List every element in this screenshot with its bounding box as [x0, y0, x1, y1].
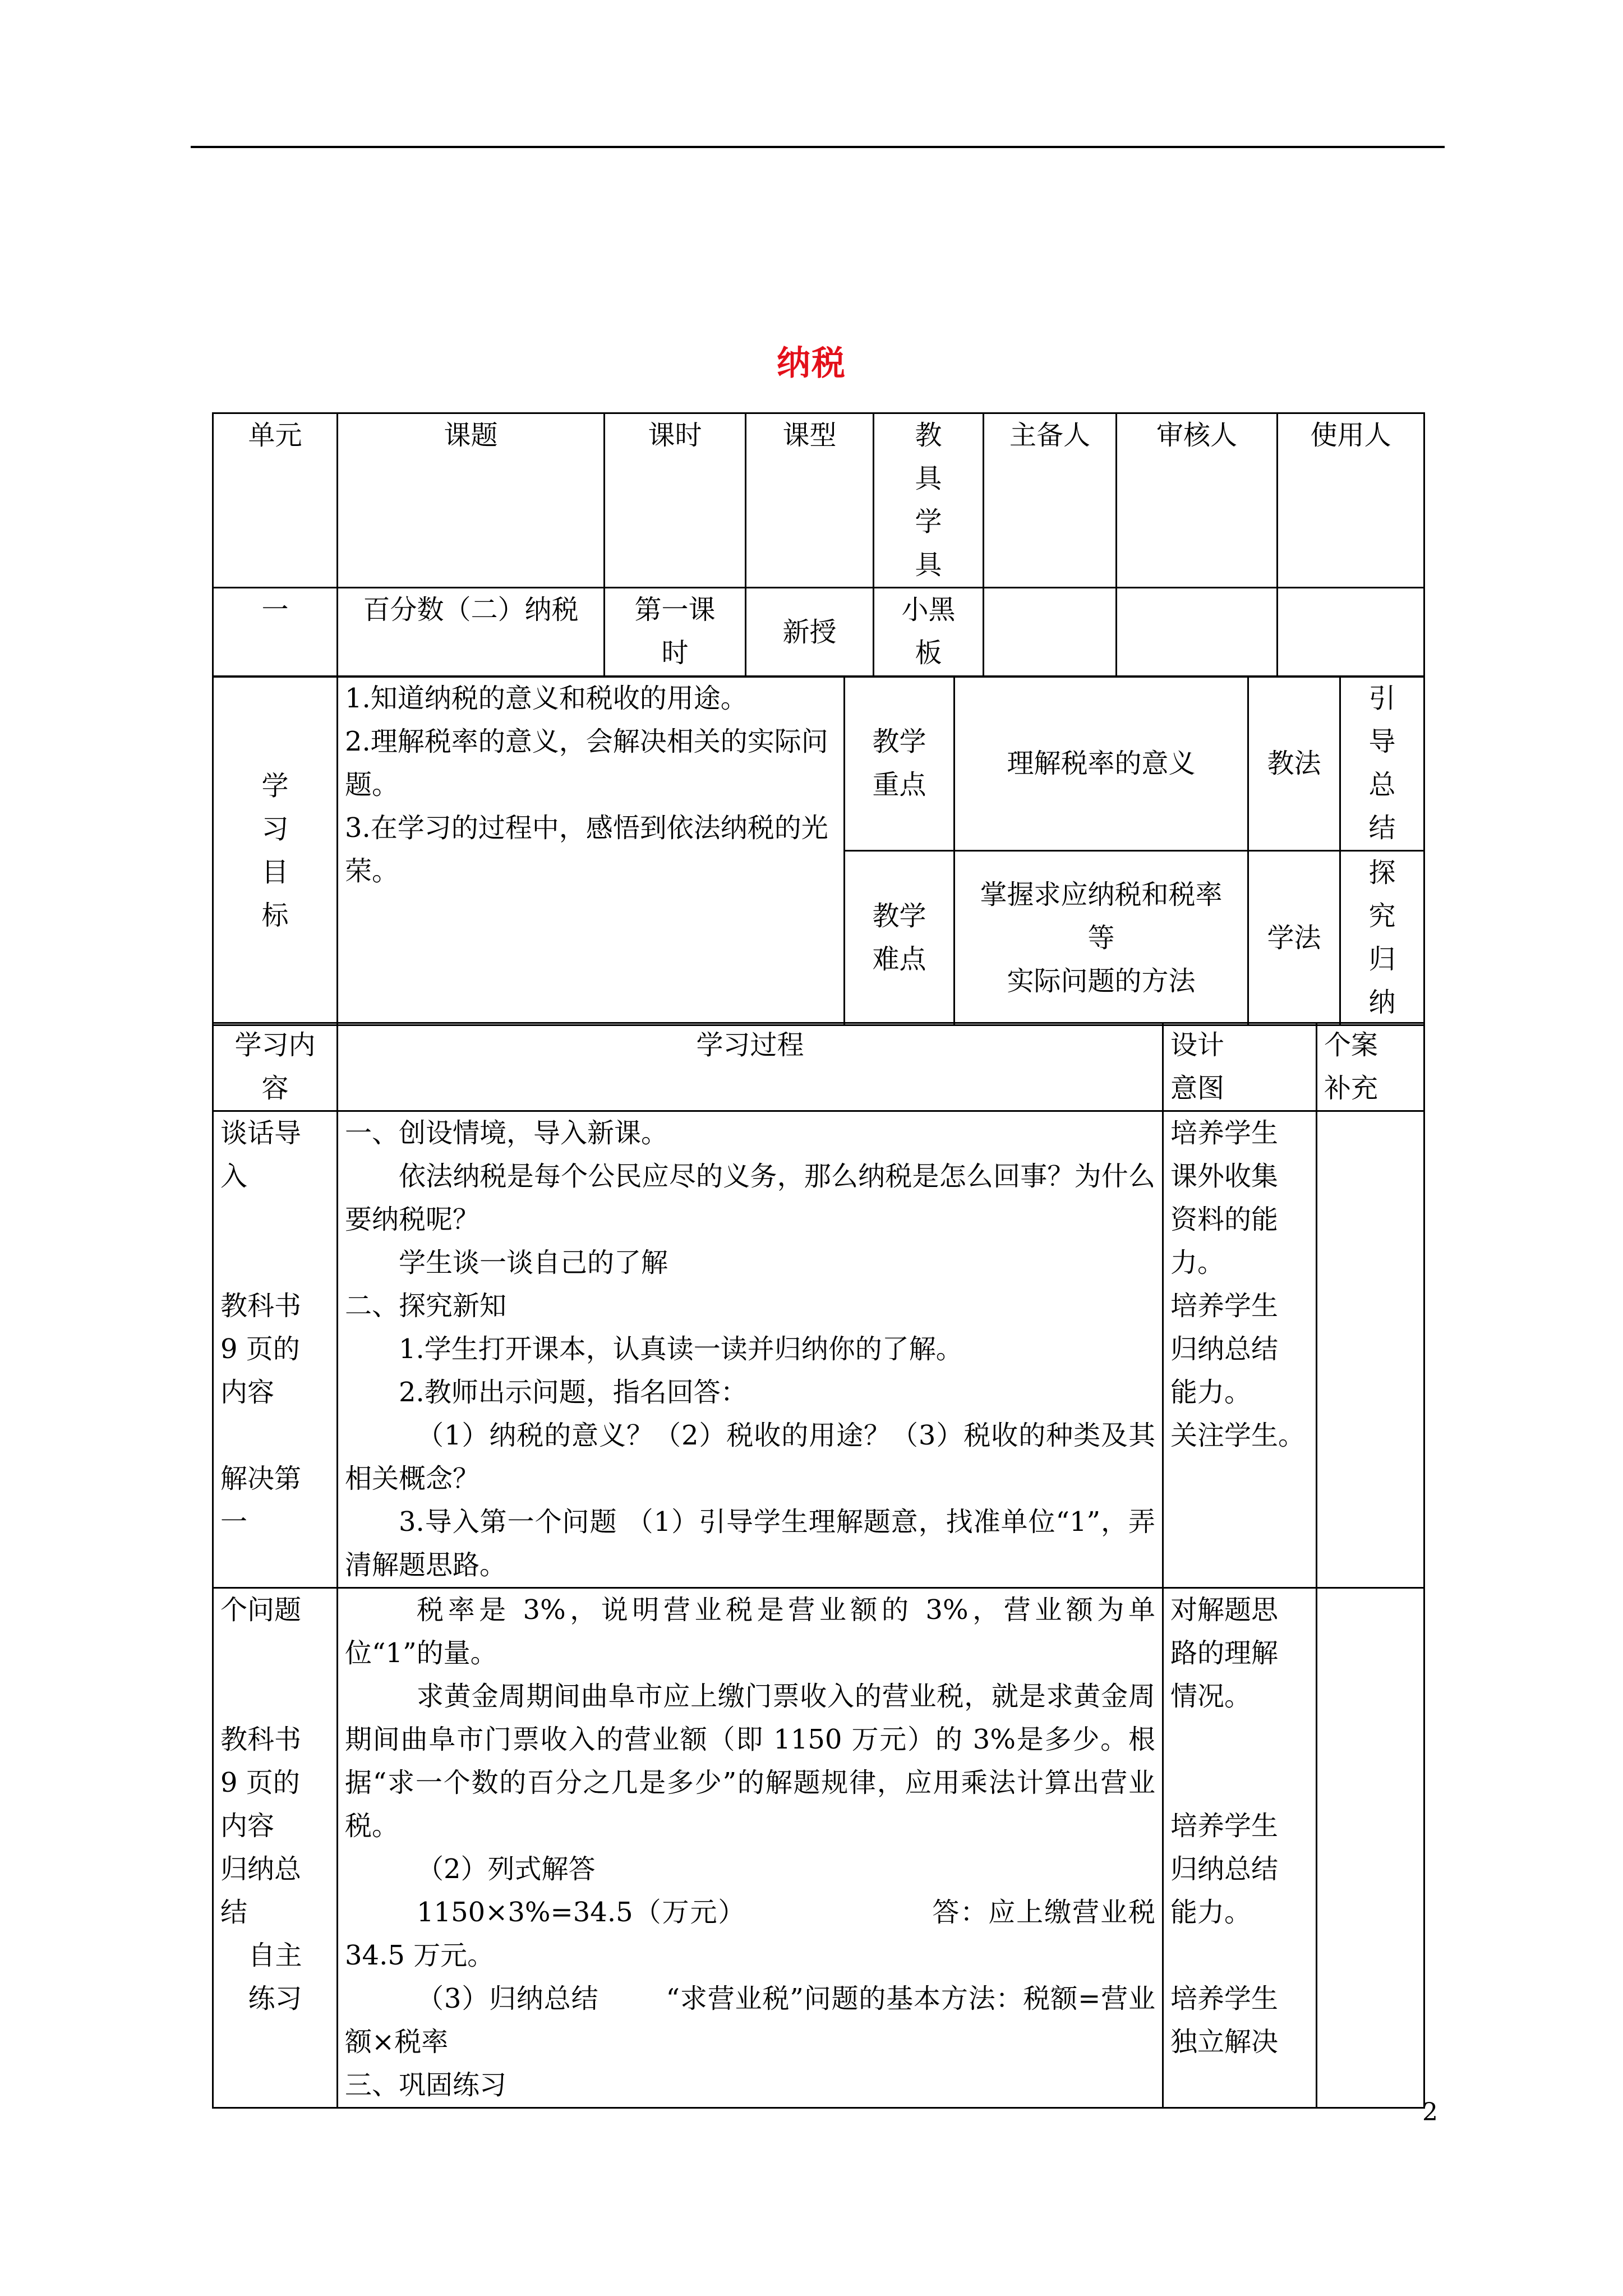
- row2-summary: “求营业税”问题的基本方法：税额=营业额×税率: [345, 1983, 1155, 2058]
- focus-label-line: 重点: [872, 769, 926, 800]
- row2-para: [345, 1977, 1155, 2064]
- process-header-content-line: 学习内: [234, 1029, 316, 1061]
- goal-item: 1.知道纳税的意义和税收的用途。: [345, 683, 748, 714]
- process-header-supplement: [1317, 1023, 1424, 1111]
- info-unit: 一: [213, 588, 338, 677]
- row2-design-line: 培养学生: [1170, 1810, 1279, 1842]
- goal-item: 3.在学习的过程中，感悟到依法纳税的光荣。: [345, 812, 828, 887]
- row2-para: 税率是 3%，说明营业税是营业额的 3%，营业额为单位“1”的量。: [345, 1594, 1155, 1669]
- page-number: 2: [1422, 2098, 1438, 2127]
- difficulty-line: 掌握求应纳税和税率: [980, 878, 1223, 910]
- row2-left-line: 练习: [248, 1983, 302, 2014]
- row2-design-line: 归纳总结: [1170, 1853, 1279, 1885]
- row1-design-line: 关注学生。: [1170, 1420, 1306, 1451]
- info-hours: [605, 588, 746, 677]
- info-hours-line: 第一课: [634, 594, 716, 625]
- row1-supplement: [1317, 1111, 1424, 1588]
- row1-line: 2.教师出示问题，指名回答：: [399, 1377, 748, 1408]
- info-tools-line: 小黑: [901, 594, 956, 625]
- header-tools-line: 教: [915, 420, 942, 451]
- header-type: 课型: [746, 413, 874, 588]
- header-hours: 课时: [605, 413, 746, 588]
- goals-table: [212, 675, 1425, 1026]
- focus-label: [845, 677, 955, 851]
- row2-answer: 答：应上缴营业税 34.5 万元。: [345, 1897, 1155, 1971]
- spacer: [220, 1675, 330, 1718]
- row2-left: [213, 1588, 338, 2108]
- row1-left-line: 一: [220, 1506, 248, 1538]
- row2-process: [338, 1588, 1163, 2108]
- spacer: [1170, 1718, 1309, 1761]
- row2-para: 求黄金周期间曲阜市应上缴门票收入的营业税，就是求黄金周期间曲阜市门票收入的营业额（即 1150 万元）的 3%是多少。根据“求一个数的百分之几是多少”的解题规律，应用乘法计算出营业税。: [345, 1681, 1155, 1842]
- process-header-content-line: 容: [261, 1073, 289, 1104]
- row2-design: [1163, 1588, 1317, 2108]
- row2-para: 三、巩固练习: [345, 2069, 507, 2101]
- row1-left-line: 入: [220, 1161, 248, 1192]
- method-label: 教法: [1248, 677, 1340, 851]
- row1-line: 1.学生打开课本，认真读一读并归纳你的了解。: [399, 1333, 963, 1365]
- header-user: 使用人: [1278, 413, 1424, 588]
- header-rule: [191, 146, 1445, 148]
- goals-label: [213, 677, 338, 1025]
- header-tools-line: 具: [915, 463, 942, 494]
- row2-design-line: 培养学生: [1170, 1983, 1279, 2014]
- info-topic: 百分数（二）纳税: [338, 588, 605, 677]
- row2-left-line: 个问题: [220, 1594, 302, 1626]
- method-line: 导: [1368, 726, 1396, 757]
- info-main-prep: [984, 588, 1117, 677]
- row2-left-line: 自主: [248, 1940, 302, 1971]
- header-unit: 单元: [213, 413, 338, 588]
- header-main-prep: 主备人: [984, 413, 1117, 588]
- row2-para: （2）列式解答: [417, 1853, 596, 1885]
- process-table: [212, 1022, 1425, 2109]
- header-tools-line: 具: [915, 549, 942, 581]
- row1-line: （1）纳税的意义？（2）税收的用途？（3）税收的种类及其相关概念？: [345, 1420, 1155, 1494]
- study-label: 学法: [1248, 851, 1340, 1025]
- spacer: [220, 1414, 330, 1457]
- spacer: [220, 1241, 330, 1285]
- info-reviewer: [1117, 588, 1278, 677]
- row2-equation: 1150×3%=34.5（万元）: [417, 1897, 746, 1928]
- row1-line: 依法纳税是每个公民应尽的义务，那么纳税是怎么回事？为什么要纳税呢？: [345, 1161, 1155, 1235]
- row2-design-line: 能力。: [1170, 1897, 1252, 1928]
- process-header-design-line: 意图: [1170, 1073, 1225, 1104]
- row1-design-line: 能力。: [1170, 1377, 1252, 1408]
- row1-design-line: 课外收集: [1170, 1161, 1279, 1192]
- process-header-supplement-line: 个案: [1324, 1029, 1378, 1061]
- row1-left: [213, 1111, 338, 1588]
- goals-label-line: 目: [261, 856, 289, 888]
- row1-design: [1163, 1111, 1317, 1588]
- row1-line: 学生谈一谈自己的了解: [399, 1247, 668, 1278]
- row2-supplement: [1317, 1588, 1424, 2108]
- row2-design-line: 独立解决: [1170, 2026, 1279, 2058]
- focus-label-line: 教学: [872, 726, 926, 757]
- row1-process: [338, 1111, 1163, 1588]
- row1-line: 3.导入第一个问题 （1）引导学生理解题意，找准单位“1”，弄清解题思路。: [345, 1506, 1155, 1581]
- goals-label-line: 标: [261, 899, 289, 931]
- header-tools-line: 学: [915, 506, 942, 537]
- row1-design-line: 培养学生: [1170, 1290, 1279, 1322]
- header-topic: 课题: [338, 413, 605, 588]
- focus-value: 理解税率的意义: [955, 677, 1248, 851]
- info-user: [1278, 588, 1424, 677]
- info-hours-line: 时: [661, 637, 689, 669]
- info-tools: [874, 588, 984, 677]
- row2-para: [345, 1891, 1155, 1977]
- difficulty-label: [845, 851, 955, 1025]
- row1-design-line: 培养学生: [1170, 1117, 1279, 1149]
- study-line: 纳: [1368, 987, 1396, 1018]
- difficulty-line: 实际问题的方法: [1007, 965, 1196, 997]
- goals-label-line: 习: [261, 813, 289, 845]
- row1-line: 一、创设情境，导入新课。: [345, 1117, 668, 1149]
- header-tools: [874, 413, 984, 588]
- spacer: [1170, 1934, 1309, 1977]
- method-line: 引: [1368, 683, 1396, 714]
- row1-left-line: 谈话导: [220, 1117, 302, 1149]
- row2-design-line: 对解题思: [1170, 1594, 1279, 1626]
- row1-line: 二、探究新知: [345, 1290, 507, 1322]
- page-title: 纳税: [777, 344, 846, 383]
- process-header-design-line: 设计: [1170, 1029, 1225, 1061]
- info-type: 新授: [746, 588, 874, 677]
- row2-summary-label: （3）归纳总结: [417, 1983, 599, 2014]
- process-header-supplement-line: 补充: [1324, 1073, 1378, 1104]
- info-table: [212, 412, 1425, 678]
- difficulty-value: [955, 851, 1248, 1025]
- row2-design-line: 情况。: [1170, 1681, 1252, 1712]
- row2-design-line: 路的理解: [1170, 1637, 1279, 1669]
- difficulty-line: 等: [1087, 922, 1115, 954]
- row1-design-line: 归纳总结: [1170, 1333, 1279, 1365]
- process-header-process: 学习过程: [338, 1023, 1163, 1111]
- method-value: [1340, 677, 1424, 851]
- row1-design-line: 资料的能: [1170, 1204, 1279, 1235]
- difficulty-label-line: 难点: [872, 944, 926, 975]
- spacer: [220, 1632, 330, 1675]
- row2-left-line: 9 页的: [220, 1767, 300, 1798]
- row1-design-line: 力。: [1170, 1247, 1225, 1278]
- method-line: 总: [1368, 769, 1396, 800]
- info-tools-line: 板: [915, 637, 942, 669]
- row2-left-line: 教科书: [220, 1724, 302, 1755]
- goals-label-line: 学: [261, 770, 289, 802]
- goals-list: [338, 677, 845, 1025]
- row1-left-line: 教科书: [220, 1290, 302, 1322]
- row1-left-line: 9 页的: [220, 1333, 300, 1365]
- process-header-content: [213, 1023, 338, 1111]
- row2-left-line: 结: [220, 1897, 248, 1928]
- study-line: 探: [1368, 857, 1396, 889]
- row2-left-line: 归纳总: [220, 1853, 302, 1885]
- goal-item: 2.理解税率的意义，会解决相关的实际问题。: [345, 726, 828, 800]
- spacer: [1170, 1761, 1309, 1805]
- difficulty-label-line: 教学: [872, 900, 926, 932]
- method-line: 结: [1368, 812, 1396, 844]
- study-value: [1340, 851, 1424, 1025]
- study-line: 归: [1368, 944, 1396, 975]
- header-reviewer: 审核人: [1117, 413, 1278, 588]
- row2-left-line: 内容: [220, 1810, 275, 1842]
- study-line: 究: [1368, 900, 1396, 932]
- process-header-design: [1163, 1023, 1317, 1111]
- spacer: [220, 1198, 330, 1241]
- row1-left-line: 解决第: [220, 1463, 302, 1494]
- row1-left-line: 内容: [220, 1377, 275, 1408]
